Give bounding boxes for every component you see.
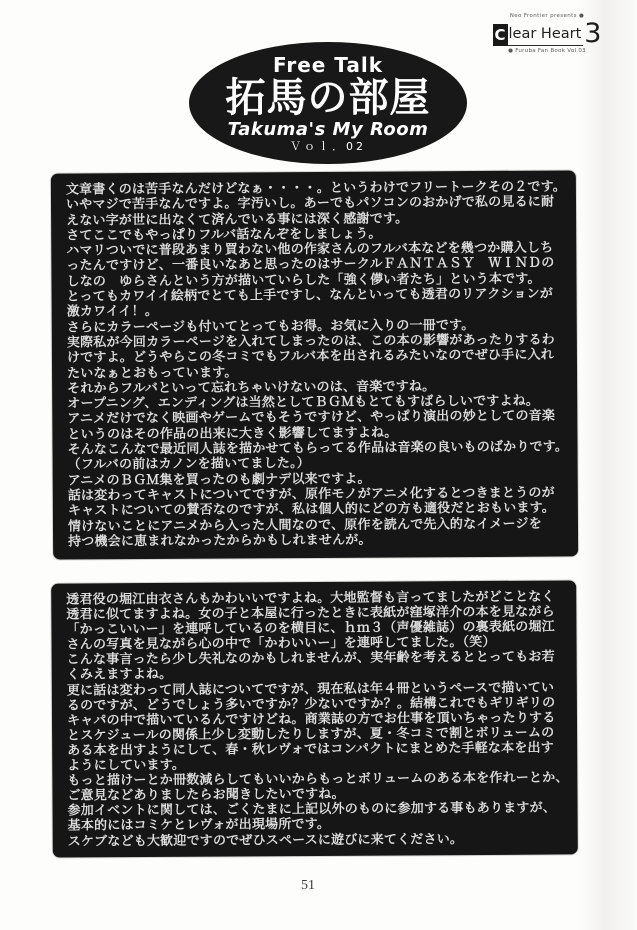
page-title-english: Takuma's My Room [227,118,429,140]
text-line: アニメだけでなく映画やゲームでもそうですけど、やっぱり演出の妙としての音楽 [67,408,556,427]
text-line: キャパの中で描いているんですけどね。商業誌の方でお仕事を頂いちゃったりする [66,710,556,729]
page-title-japanese: 拓馬の部屋 [225,74,431,121]
text-line: とってもカワイイ絵柄でとても上手ですし、なんといっても透君のリアクションが [66,286,554,305]
text-line: ハマリついでに普段あまり買わない他の作家さんのフルバ本などを幾つか購入しち [66,240,554,259]
text-line: スケブなども大歓迎ですのでぜひスペースに遊びに来てください。 [67,831,464,850]
text-line: こんな事言ったら少し失礼なのかもしれませんが、実年齢を考えるととってもお若 [66,649,555,668]
text-line: くみえますよね。 [66,667,173,683]
text-line: 透君役の堀江由衣さんもかわいいですよね。大地監督も言ってましたがどことなく [66,589,555,608]
publisher-volume-text: ● Furuba Fan Book Vol.03 [508,47,586,54]
page-number: 51 [301,878,315,893]
free-talk-label: Free Talk [272,52,384,77]
text-line: 実際私が今回カラーページを入れてしまったのは、この本の影響があったりするわ [66,332,555,351]
text-line: しなの ゆらさんという方が描いていらした「強く儚い者たち」という本です。 [66,271,541,290]
text-line: ご意見などありましたらお聞きしたいですね。 [67,787,345,804]
free-talk-text-block-2 [51,580,578,857]
text-line: アニメのＢＧＭ集を買ったのも劇ナデ以来ですよ。 [67,471,371,489]
text-line: キャストについての賛否なのですが、私は個人的にどの方も適役だとおもいます。 [67,500,556,519]
text-line: さんの写真を見ながら心の中で「かわいいー」を連呼してました。（笑） [66,635,496,653]
text-line: 情けないことにアニメから入った人間なので、原作を読んで先入的なイメージを [67,516,542,535]
text-line: ようにしています。 [67,757,186,774]
text-line: それからフルバといって忘れちゃいけないのは、音楽ですね。 [67,379,436,397]
text-line: 持つ機会に恵まれなかったからかもしれませんが。 [68,532,372,550]
publisher-logo [492,12,602,54]
text-line: 「かっこいいー」を連呼しているのを横目に、ｈｍ３（声優雑誌）の裏表紙の堀江 [66,619,555,638]
free-talk-text-block-1 [51,170,578,559]
text-line: 透君に似てますよね。女の子と本屋に行ったときに表紙が窪塚洋介の本を見ながら [66,604,555,623]
text-line: ったんですけど、一番良いなあと思ったのはサークルＦＡＮＴＡＳＹ ＷＩＮＤの [66,256,555,274]
title-ellipse [189,42,467,164]
publisher-presents-text: Neo Frontier presents ● [509,12,585,19]
text-line: いやマジで苦手なんですよ。字汚いし。あーでもパソコンのおかげで私の見るに耐 [65,194,555,213]
logo-main-row [492,18,602,49]
logo-issue-number: 3 [584,18,602,49]
text-line: というのはその作品の出来に大きく影響してますよね。 [67,425,398,443]
text-line: （フルバの前はカノンを描いてました。） [67,456,311,473]
text-line: もっと描けーとか冊数減らしてもいいからもっとボリュームのある本を作れーとか、 [67,770,569,789]
text-line: るのですが、どうでしょう多いですか？少ないですか？。結構これでもギリギリの [66,695,556,714]
text-line: オープニング、エンディングは当然としてＢＧＭもとてもすばらしいですよね。 [67,393,540,412]
logo-title-text: lear Heart [508,24,584,46]
text-line: さてここでもやっぱりフルバ話なんぞをしましょう。 [66,226,382,244]
text-line: 更に話は変わって同人誌についてですが、現在私は年４冊というペースで描いてい [66,680,555,699]
volume-label: Ｖｏｌ．02 [290,139,366,153]
text-line: けですよ。どうやらこの冬コミでもフルバ本を出されるみたいなのでぜひ手に入れ [66,347,554,366]
text-line: 基本的にはコミケとレヴォが出現場所です。 [67,817,331,834]
text-line: えない字が世に出なくて済んでいる事には深く感謝です。 [66,211,409,229]
text-line: ある本を出すようにして、春・秋レヴォではコンパクトにまとめた手軽な本を出す [67,740,554,759]
text-line: 話は変わってキャストについてですが、原作モノがアニメ化するとつきまとうのが [67,485,555,504]
logo-initial-letter: C [494,26,506,44]
text-line: 文章書くのは苦手なんだけどなぁ・・・・。というわけでフリートークその２です。 [65,179,567,198]
text-line: とスケジュールの関係上少し変動したりしますが、夏・冬コミで割とボリュームの [67,725,555,744]
text-line: 参加イベントに関しては、ごくたまに上記以外のものに参加する事もありますが、 [67,800,557,819]
text-line: たいなぁとおもっています。 [67,365,238,382]
text-line: さらにカラーページも付いてとってもお得。お気に入りの一冊です。 [66,317,475,336]
text-line: 激カワイイ！。 [66,304,159,320]
text-line: そんなこんなで最近同人誌を描かせてもらってる作品は音楽の良いものばかりです。 [67,439,569,458]
